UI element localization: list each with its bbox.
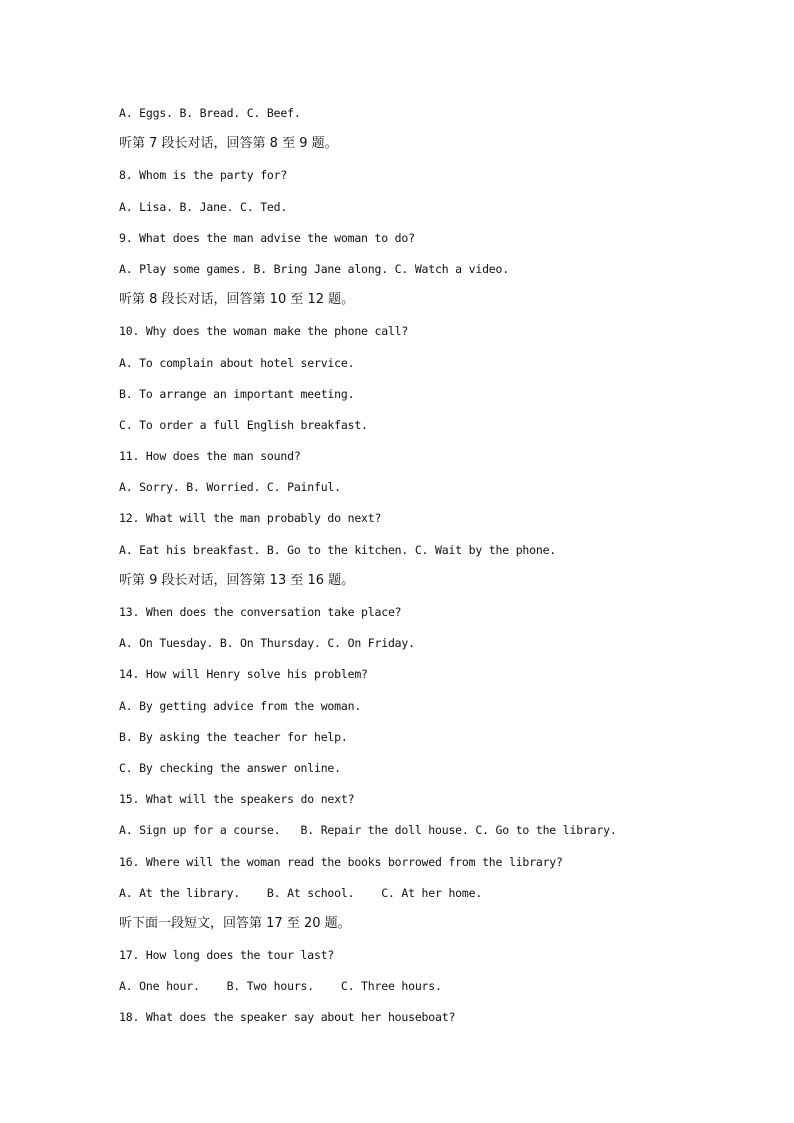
question-9: 9. What does the man advise the woman to do? (119, 230, 415, 245)
question-18: 18. What does the speaker say about her houseboat? (119, 1010, 456, 1025)
answer-option-q10-a: A. To complain about hotel service. (119, 355, 355, 370)
answer-option-q14-b: B. By asking the teacher for help. (119, 729, 348, 744)
answer-options-q13: A. On Tuesday. B. On Thursday. C. On Friday. (119, 636, 415, 651)
question-12: 12. What will the man probably do next? (119, 511, 382, 526)
section-instruction-dialogue-9: 听第 9 段长对话，回答第 13 至 16 题。 (119, 572, 355, 588)
answer-options-q12: A. Eat his breakfast. B. Go to the kitchen. C. Wait by the phone. (119, 542, 557, 557)
question-list (119, 103, 739, 1039)
answer-options-q8: A. Lisa. B. Jane. C. Ted. (119, 199, 288, 214)
answer-option-q10-b: B. To arrange an important meeting. (119, 386, 355, 401)
question-8: 8. Whom is the party for? (119, 168, 288, 183)
answer-options-q16: A. At the library. B. At school. C. At her home. (119, 885, 483, 900)
section-instruction-dialogue-7: 听第 7 段长对话，回答第 8 至 9 题。 (119, 136, 338, 152)
section-instruction-passage: 听下面一段短文，回答第 17 至 20 题。 (119, 915, 351, 931)
answer-options-q17: A. One hour. B. Two hours. C. Three hours. (119, 979, 442, 994)
question-10: 10. Why does the woman make the phone call? (119, 324, 409, 339)
question-14: 14. How will Henry solve his problem? (119, 667, 368, 682)
answer-options-q9: A. Play some games. B. Bring Jane along. C. Watch a video. (119, 261, 509, 276)
question-17: 17. How long does the tour last? (119, 948, 335, 963)
answer-option-q14-a: A. By getting advice from the woman. (119, 698, 362, 713)
question-13: 13. When does the conversation take place? (119, 605, 402, 619)
answer-options-q7: A. Eggs. B. Bread. C. Beef. (119, 106, 301, 120)
answer-options-q11: A. Sorry. B. Worried. C. Painful. (119, 480, 341, 495)
answer-option-q14-c: C. By checking the answer online. (119, 760, 341, 775)
answer-option-q10-c: C. To order a full English breakfast. (119, 417, 368, 432)
section-instruction-dialogue-8: 听第 8 段长对话，回答第 10 至 12 题。 (119, 292, 355, 308)
question-16: 16. Where will the woman read the books borrowed from the library? (119, 854, 563, 869)
question-15: 15. What will the speakers do next? (119, 792, 355, 807)
answer-options-q15: A. Sign up for a course. B. Repair the doll house. C. Go to the library. (119, 823, 617, 838)
question-11: 11. How does the man sound? (119, 449, 301, 464)
